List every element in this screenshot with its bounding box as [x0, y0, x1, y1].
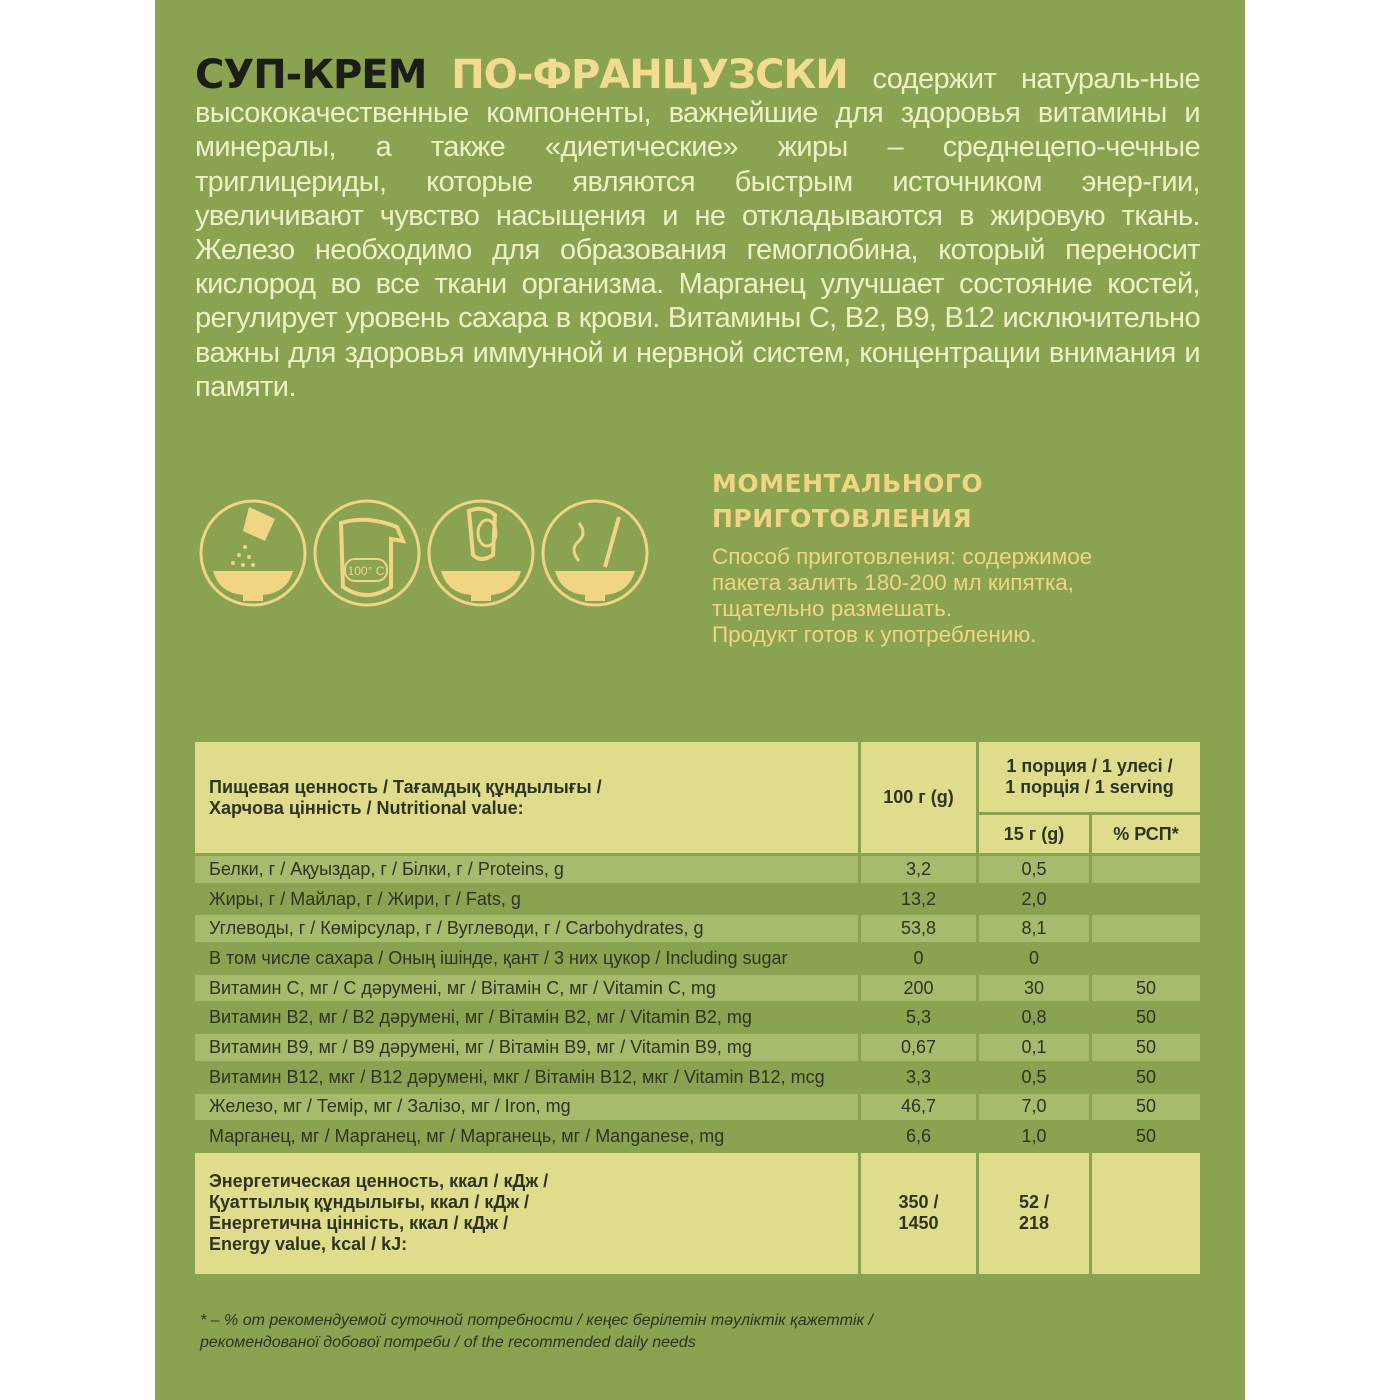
header-per-15g: 15 г (g) — [979, 815, 1089, 853]
table-row — [195, 1004, 1200, 1031]
table-row — [195, 1094, 1200, 1121]
nutrition-table — [192, 739, 1203, 1277]
value-per-100g: 3,3 — [905, 1066, 932, 1087]
value-per-100g: 6,6 — [905, 1126, 932, 1147]
value-rdi-percent: 50 — [1092, 1094, 1200, 1121]
value-per-15g: 2,0 — [1021, 888, 1047, 909]
header-rdi-percent: % РСП* — [1092, 815, 1200, 853]
header-per-portion: 1 порция / 1 улесі / 1 порція / 1 serving — [979, 742, 1200, 812]
title-soup-cream: СУП-КРЕМ — [195, 52, 427, 98]
intro-paragraph — [195, 52, 1200, 404]
nutrient-name: Углеводы, г / Көмірсулар, г / Вуглеводи, г / Carbohydrates, g — [195, 915, 858, 942]
value-rdi-percent — [1092, 915, 1200, 942]
nutrient-name: Марганец, мг / Марганец, мг / Марганець, мг / Manganese, mg — [209, 1126, 725, 1147]
table-row — [195, 1123, 1200, 1150]
energy-rdi — [1092, 1153, 1200, 1274]
value-per-15g: 0,5 — [979, 856, 1089, 883]
value-per-15g: 0,5 — [1021, 1066, 1047, 1087]
energy-per-100g: 350 / 1450 — [861, 1153, 976, 1274]
energy-label: Энергетическая ценность, ккал / кДж / Қуаттылық құндылығы, ккал / кДж / Енергетична цінність, ккал / кДж / Energy value, kcal / kJ: — [195, 1153, 858, 1274]
pour-powder-icon — [197, 497, 309, 609]
value-per-15g: 1,0 — [1021, 1126, 1047, 1147]
nutrient-name: Витамин В12, мкг / В12 дәрумені, мкг / Вітамін В12, мкг / Vitamin B12, mcg — [209, 1066, 825, 1087]
instant-preparation-heading — [712, 466, 983, 536]
value-per-100g: 0,67 — [861, 1034, 976, 1061]
value-per-100g: 46,7 — [861, 1094, 976, 1121]
table-row — [195, 886, 1200, 913]
value-per-15g: 30 — [979, 975, 1089, 1002]
table-row — [195, 915, 1200, 942]
value-per-100g: 0 — [913, 947, 924, 968]
value-rdi-percent — [1092, 856, 1200, 883]
intro-text: содержит натураль-ные высококачественные компоненты, важнейшие для здоровья витамины и минералы, а также «диетические» жиры – среднецепо-чечные триглицериды, которые являются быстрым источником энер-гии, увеличивают чувство насыщения и не откладываются в жировую ткань. Железо необходимо для образования гемоглобина, который переносит кислород во все ткани организма. Марганец улучшает состояние костей, регулирует уровень сахара в крови. Витамины С, В2, В9, В12 исключительно важны для здоровья иммунной и нервной систем, концентрации внимания и памяти. — [195, 63, 1200, 403]
nutrient-name: Витамин С, мг / С дәрумені, мг / Вітамін С, мг / Vitamin C, mg — [195, 975, 858, 1002]
instruction-line: пакета залить 180-200 мл кипятка, — [712, 570, 1075, 595]
table-row — [195, 856, 1200, 883]
value-rdi-percent: 50 — [1092, 1034, 1200, 1061]
table-row — [195, 1064, 1200, 1091]
preparation-instructions — [712, 544, 1142, 648]
table-row — [195, 1034, 1200, 1061]
nutrient-name: Витамин В2, мг / В2 дәрумені, мг / Вітамін В2, мг / Vitamin B2, mg — [209, 1007, 752, 1028]
instruction-line: Способ приготовления: содержимое — [712, 544, 1093, 569]
value-per-15g: 0,1 — [979, 1034, 1089, 1061]
nutrient-name: В том числе сахара / Оның ішінде, қант / 3 них цукор / Including sugar — [209, 947, 788, 968]
value-per-15g: 0 — [1028, 947, 1039, 968]
value-rdi-percent: 50 — [1135, 1007, 1157, 1028]
kettle-label: 100° C — [347, 564, 385, 578]
value-rdi-percent: 50 — [1135, 1126, 1157, 1147]
instruction-line: Продукт готов к употреблению. — [712, 622, 1037, 647]
nutrient-name: Белки, г / Ақуыздар, г / Білки, г / Proteins, g — [195, 856, 858, 883]
instruction-line: тщательно размешать. — [712, 596, 953, 621]
footnote: * – % от рекомендуемой суточной потребности / кеңес берілетін тәуліктік қажеттік / рекомендованої добової потреби / of the recommended daily needs — [200, 1312, 873, 1351]
heading-line: МОМЕНТАЛЬНОГО — [712, 469, 984, 498]
pour-water-icon — [425, 497, 537, 609]
heading-line: ПРИГОТОВЛЕНИЯ — [712, 504, 973, 533]
nutrient-name: Витамин В9, мг / В9 дәрумені, мг / Вітамін В9, мг / Vitamin B9, mg — [195, 1034, 858, 1061]
table-row — [195, 945, 1200, 972]
nutrient-name: Железо, мг / Темір, мг / Залізо, мг / Iron, mg — [195, 1094, 858, 1121]
value-rdi-percent — [1092, 886, 1200, 913]
value-per-15g: 8,1 — [979, 915, 1089, 942]
value-rdi-percent: 50 — [1135, 1066, 1157, 1087]
nutrient-name: Жиры, г / Майлар, г / Жири, г / Fats, g — [209, 888, 521, 909]
stir-hot-soup-icon — [539, 497, 651, 609]
value-rdi-percent: 50 — [1092, 975, 1200, 1002]
value-per-100g: 200 — [861, 975, 976, 1002]
value-per-15g: 7,0 — [979, 1094, 1089, 1121]
value-per-15g: 0,8 — [1021, 1007, 1047, 1028]
value-rdi-percent — [1092, 945, 1200, 972]
header-nutritional-value: Пищевая ценность / Тағамдық құндылығы / Харчова цінність / Nutritional value: — [195, 742, 858, 853]
value-per-100g: 5,3 — [905, 1007, 932, 1028]
kettle-100c-icon — [311, 497, 423, 609]
energy-per-15g: 52 / 218 — [979, 1153, 1089, 1274]
preparation-icons — [197, 497, 651, 609]
table-row — [195, 975, 1200, 1002]
value-per-100g: 13,2 — [900, 888, 937, 909]
header-per-100g: 100 г (g) — [861, 742, 976, 853]
value-per-100g: 3,2 — [861, 856, 976, 883]
title-french-style: ПО-ФРАНЦУЗСКИ — [451, 52, 848, 98]
value-per-100g: 53,8 — [861, 915, 976, 942]
